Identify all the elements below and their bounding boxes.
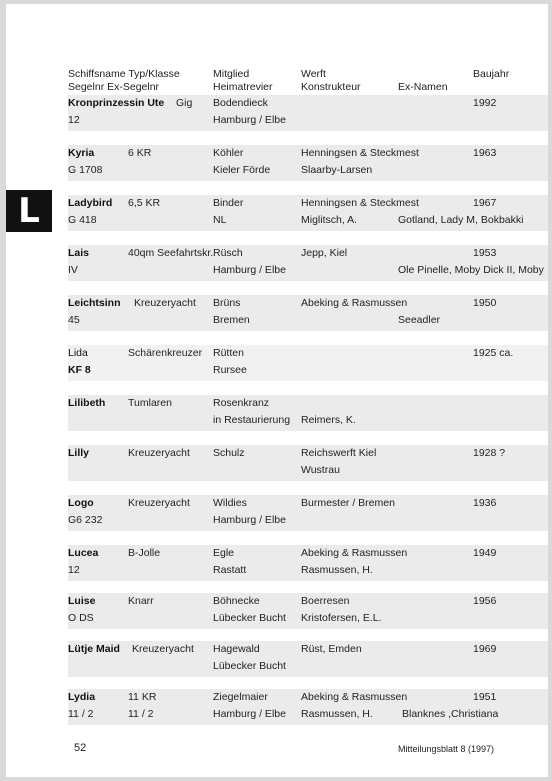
ship-type: Schärenkreuzer	[128, 347, 203, 359]
header-mitglied: Mitglied	[213, 68, 250, 80]
ship-type: 40qm Seefahrtskr.	[128, 247, 214, 259]
home-waters: NL	[213, 214, 227, 226]
build-year: 1967	[473, 197, 497, 209]
ship-type: Kreuzeryacht	[128, 447, 190, 459]
home-waters: Lübecker Bucht	[213, 612, 286, 624]
designer: Miglitsch, A.	[301, 214, 358, 226]
shipyard: Abeking & Rasmussen	[301, 547, 408, 559]
header-heimatrevier: Heimatrevier	[213, 81, 273, 93]
page-number: 52	[74, 742, 87, 754]
header-segelnr: Segelnr Ex-Segelnr	[68, 81, 160, 93]
list-item	[68, 345, 548, 381]
sail-number: G 1708	[68, 164, 103, 176]
list-item	[68, 295, 548, 331]
sail-number: 45	[68, 314, 80, 326]
member: Köhler	[213, 147, 244, 159]
member: Rütten	[213, 347, 244, 359]
sail-number: 12	[68, 564, 80, 576]
designer: Slaarby-Larsen	[301, 164, 373, 176]
ship-type: Kreuzeryacht	[134, 297, 196, 309]
build-year: 1928 ?	[473, 447, 506, 459]
ship-type: Kreuzeryacht	[132, 643, 194, 655]
shipyard: Henningsen & Steckmest	[301, 147, 419, 159]
ship-name: Kyria	[68, 147, 95, 159]
list-item	[68, 395, 548, 431]
build-year: 1956	[473, 595, 497, 607]
former-names: Gotland, Lady M, Bokbakki	[398, 214, 524, 226]
ship-name: Leichtsinn	[68, 297, 121, 309]
list-item	[68, 245, 548, 281]
build-year: 1949	[473, 547, 497, 559]
list-item	[68, 495, 548, 531]
member: Rüsch	[213, 247, 243, 259]
shipyard: Reichswerft Kiel	[301, 447, 377, 459]
list-item	[68, 95, 548, 131]
ship-name: Logo	[68, 497, 94, 509]
member: Schulz	[213, 447, 245, 459]
home-waters: Lübecker Bucht	[213, 660, 286, 672]
ship-type: Tumlaren	[128, 397, 172, 409]
home-waters: Hamburg / Elbe	[213, 708, 286, 720]
list-item	[68, 195, 548, 231]
sail-number: O DS	[68, 612, 94, 624]
ship-type: 6 KR	[128, 147, 152, 159]
sail-number: G6 232	[68, 514, 103, 526]
home-waters: in Restaurierung	[213, 414, 291, 426]
list-item	[68, 545, 548, 581]
member: Rosenkranz	[213, 397, 270, 409]
member: Binder	[213, 197, 244, 209]
sail-number: G 418	[68, 214, 97, 226]
former-sail-number: 11 / 2	[128, 708, 154, 720]
shipyard: Abeking & Rasmussen	[301, 691, 408, 703]
sail-number: 12	[68, 114, 80, 126]
build-year: 1969	[473, 643, 497, 655]
sail-number: KF 8	[68, 364, 91, 376]
ship-type: Gig	[176, 97, 193, 109]
build-year: 1963	[473, 147, 497, 159]
sail-number: IV	[68, 264, 78, 276]
home-waters: Kieler Förde	[213, 164, 271, 176]
member: Wildies	[213, 497, 247, 509]
shipyard: Boerresen	[301, 595, 350, 607]
ship-name: Lydia	[68, 691, 96, 703]
list-item	[68, 593, 548, 629]
list-item	[68, 145, 548, 181]
designer: Rasmussen, H.	[301, 564, 373, 576]
publication-footer: Mitteilungsblatt 8 (1997)	[398, 744, 495, 754]
ship-type: 11 KR	[128, 691, 157, 703]
header-baujahr: Baujahr	[473, 68, 510, 80]
ship-name: Lucea	[68, 547, 99, 559]
member: Bodendieck	[213, 97, 268, 109]
home-waters: Bremen	[213, 314, 250, 326]
ship-name: Lilly	[68, 447, 90, 459]
shipyard: Burmester / Bremen	[301, 497, 395, 509]
member: Hagewald	[213, 643, 260, 655]
ship-name: Kronprinzessin Ute	[68, 97, 165, 109]
member: Ziegelmaier	[213, 691, 268, 703]
shipyard: Jepp, Kiel	[301, 247, 348, 259]
member: Brüns	[213, 297, 241, 309]
former-names: Ole Pinelle, Moby Dick II, Moby	[398, 264, 544, 276]
ship-name: Lilibeth	[68, 397, 106, 409]
list-item	[68, 445, 548, 481]
build-year: 1953	[473, 247, 497, 259]
build-year: 1950	[473, 297, 497, 309]
ship-type: B-Jolle	[128, 547, 161, 559]
list-item	[68, 689, 548, 725]
header-konstrukteur: Konstrukteur	[301, 81, 361, 93]
section-letter-tab: L	[6, 190, 52, 232]
home-waters: Rursee	[213, 364, 247, 376]
home-waters: Hamburg / Elbe	[213, 514, 286, 526]
ship-name: Lais	[68, 247, 90, 259]
sail-number: 11 / 2	[68, 708, 94, 720]
ship-type: Kreuzeryacht	[128, 497, 190, 509]
shipyard: Abeking & Rasmussen	[301, 297, 408, 309]
ship-name: Ladybird	[68, 197, 113, 209]
build-year: 1925 ca.	[473, 347, 514, 359]
home-waters: Hamburg / Elbe	[213, 264, 286, 276]
former-names: Seeadler	[398, 314, 441, 326]
ship-type: Knarr	[128, 595, 154, 607]
build-year: 1951	[473, 691, 497, 703]
ship-type: 6,5 KR	[128, 197, 161, 209]
page	[6, 4, 548, 777]
designer: Reimers, K.	[301, 414, 356, 426]
shipyard: Rüst, Emden	[301, 643, 362, 655]
ship-name: Luise	[68, 595, 96, 607]
designer: Rasmussen, H.	[301, 708, 373, 720]
home-waters: Hamburg / Elbe	[213, 114, 286, 126]
build-year: 1936	[473, 497, 497, 509]
header-exnamen: Ex-Namen	[398, 81, 448, 93]
shipyard: Henningsen & Steckmest	[301, 197, 419, 209]
designer: Kristofersen, E.L.	[301, 612, 382, 624]
home-waters: Rastatt	[213, 564, 247, 576]
member: Böhnecke	[213, 595, 260, 607]
header-schiffsname-typ: Schiffsname Typ/Klasse	[68, 68, 180, 80]
former-names: Blanknes ,Christiana	[402, 708, 499, 720]
header-werft: Werft	[301, 68, 326, 80]
list-item	[68, 641, 548, 677]
designer: Wustrau	[301, 464, 340, 476]
ship-name: Lütje Maid	[68, 643, 120, 655]
ship-name: Lida	[68, 347, 88, 359]
member: Egle	[213, 547, 235, 559]
build-year: 1992	[473, 97, 497, 109]
